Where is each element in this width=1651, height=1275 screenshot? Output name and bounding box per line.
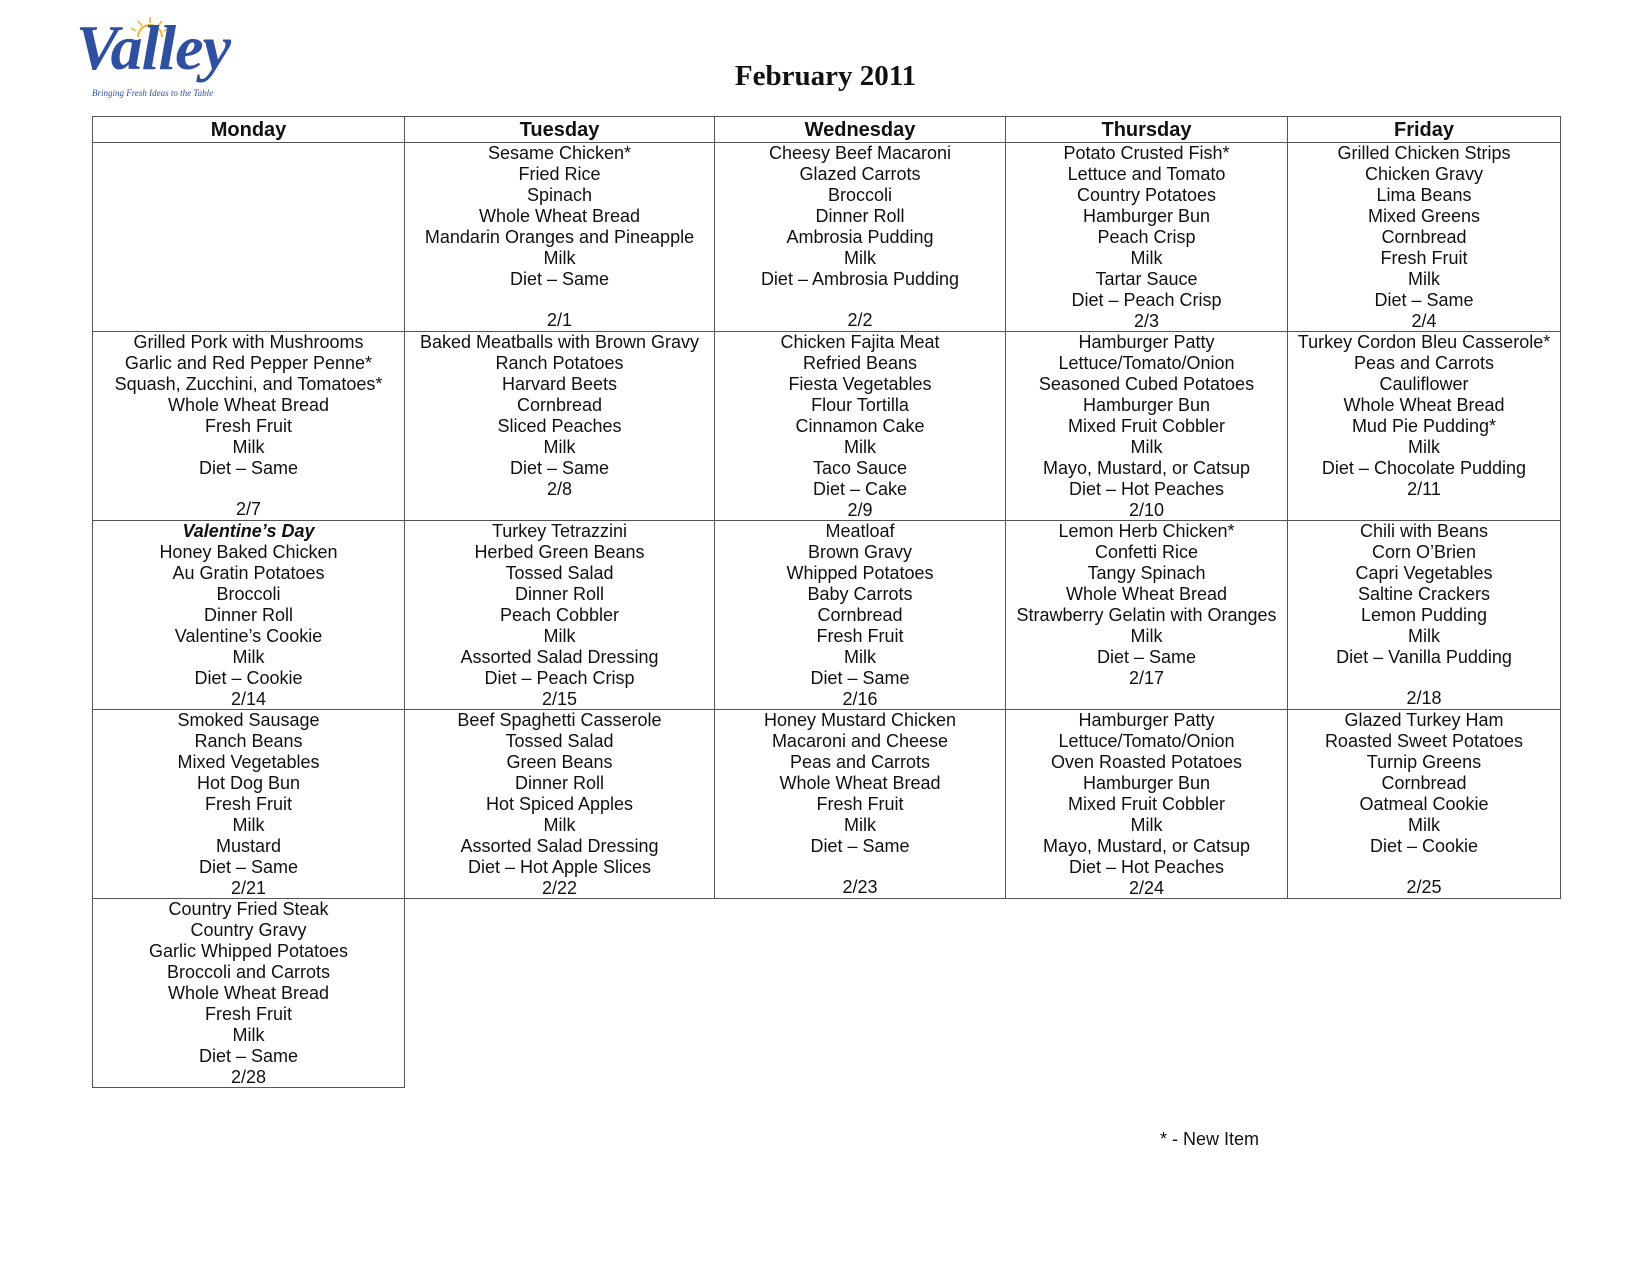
day-date: 2/18 [1406,688,1442,708]
menu-item: Mayo, Mustard, or Catsup [1042,458,1251,478]
menu-item: Tartar Sauce [1095,269,1198,289]
menu-item: Peach Crisp [1097,227,1196,247]
day-date: 2/22 [541,878,578,898]
menu-item: Hamburger Bun [1082,773,1211,793]
menu-item: Milk [232,1025,265,1045]
day-cell [715,332,1006,521]
menu-item: Dinner Roll [815,206,905,226]
menu-item: Milk [543,815,576,835]
day-menu [1288,710,1560,898]
menu-item: Diet – Same [198,857,299,877]
menu-item: Milk [543,626,576,646]
menu-item: Whole Wheat Bread [167,395,330,415]
menu-item: Assorted Salad Dressing [460,836,659,856]
menu-item: Broccoli [216,584,281,604]
menu-item: Lettuce/Tomato/Onion [1058,731,1235,751]
menu-item: Lemon Herb Chicken* [1058,521,1235,541]
menu-item: Fresh Fruit [204,794,292,814]
day-menu [405,332,714,520]
day-date: 2/14 [230,689,267,709]
menu-item: Mayo, Mustard, or Catsup [1042,836,1251,856]
menu-item: Hamburger Patty [1078,332,1215,352]
day-date: 2/8 [546,479,573,499]
menu-items [1288,332,1560,479]
menu-items [93,332,404,479]
menu-item: Brown Gravy [807,542,913,562]
page-title: February 2011 [734,60,917,92]
day-date: 2/23 [842,877,878,897]
menu-item: Cornbread [1381,773,1467,793]
menu-items [93,899,404,1067]
day-date: 2/9 [847,500,873,520]
menu-item: Cinnamon Cake [795,416,925,436]
menu-item: Peas and Carrots [1353,353,1495,373]
menu-item: Spinach [526,185,593,205]
empty-day-cell [1288,899,1561,1088]
menu-item: Lemon Pudding [1360,605,1488,625]
menu-item: Grilled Chicken Strips [1337,143,1511,163]
day-header-friday: Friday [1288,117,1561,143]
menu-item: Diet – Peach Crisp [484,668,635,688]
day-menu [93,899,404,1087]
menu-item: Milk [232,815,265,835]
menu-item: Meatloaf [825,521,895,541]
menu-item: Garlic Whipped Potatoes [148,941,349,961]
menu-item: Taco Sauce [812,458,908,478]
menu-item: Lettuce/Tomato/Onion [1058,353,1235,373]
menu-item: Milk [543,248,576,268]
menu-item: Diet – Same [810,836,910,856]
menu-item: Mixed Fruit Cobbler [1067,416,1226,436]
menu-item: Cornbread [1381,227,1467,247]
menu-item: Hot Dog Bun [196,773,301,793]
menu-weeks [93,143,1561,1088]
day-date: 2/21 [230,878,267,898]
menu-items [405,521,714,689]
day-cell [93,521,405,710]
menu-item: Whole Wheat Bread [1343,395,1505,415]
menu-item: Diet – Ambrosia Pudding [760,269,960,289]
day-date: 2/1 [546,310,573,330]
day-cell [405,521,715,710]
menu-item: Flour Tortilla [811,395,909,415]
menu-item: Hamburger Bun [1082,206,1211,226]
menu-item: Saltine Crackers [1357,584,1491,604]
menu-item: Confetti Rice [1094,542,1199,562]
empty-day-cell [715,899,1006,1088]
menu-item: Milk [844,437,876,457]
menu-item: Hamburger Patty [1078,710,1215,730]
menu-item: Diet – Peach Crisp [1071,290,1222,310]
menu-item: Diet – Same [509,269,610,289]
menu-item: Hamburger Bun [1082,395,1211,415]
menu-items [405,143,714,290]
menu-item: Country Potatoes [1076,185,1217,205]
day-menu [715,710,1005,898]
menu-item: Turnip Greens [1366,752,1482,772]
menu-item: Lettuce and Tomato [1067,164,1226,184]
menu-item: Tangy Spinach [1087,563,1206,583]
menu-item: Ambrosia Pudding [786,227,934,247]
menu-item: Dinner Roll [514,584,605,604]
menu-item: Ranch Beans [194,731,303,751]
day-cell [1006,332,1288,521]
menu-item: Potato Crusted Fish* [1063,143,1230,163]
menu-items [1288,710,1560,857]
menu-items [715,143,1005,290]
menu-item: Broccoli [827,185,893,205]
menu-item: Mixed Vegetables [177,752,320,772]
week-row [93,521,1561,710]
menu-item: Roasted Sweet Potatoes [1324,731,1524,751]
menu-item: Diet – Cookie [1369,836,1479,856]
menu-item: Diet – Hot Peaches [1068,857,1225,877]
menu-item: Milk [1408,815,1440,835]
menu-item: Garlic and Red Pepper Penne* [124,353,373,373]
menu-item: Diet – Same [1096,647,1197,667]
day-cell [93,332,405,521]
day-date: 2/16 [842,689,878,709]
menu-items [715,332,1005,500]
menu-item: Fresh Fruit [816,626,904,646]
day-date: 2/3 [1133,311,1160,331]
day-cell [1288,332,1561,521]
day-date: 2/10 [1128,500,1165,520]
menu-items [1006,143,1287,311]
day-menu [1006,521,1287,709]
day-menu [1288,521,1560,709]
menu-items [1006,710,1287,878]
menu-item: Cheesy Beef Macaroni [768,143,952,163]
menu-items [715,710,1005,857]
menu-item: Milk [232,437,265,457]
day-menu [1006,143,1287,331]
day-cell [1006,143,1288,332]
day-date: 2/25 [1406,877,1442,897]
menu-item: Sesame Chicken* [487,143,632,163]
menu-item: Whole Wheat Bread [167,983,330,1003]
menu-item: Whole Wheat Bread [779,773,941,793]
menu-item: Au Gratin Potatoes [172,563,325,583]
menu-item: Mustard [215,836,282,856]
menu-item: Peas and Carrots [789,752,931,772]
day-menu [405,143,714,331]
menu-item: Oatmeal Cookie [1359,794,1489,814]
menu-item: Peach Cobbler [499,605,620,625]
empty-day-cell [93,143,405,332]
day-cell [1288,710,1561,899]
menu-item: Baked Meatballs with Brown Gravy [419,332,700,352]
menu-item: Diet – Hot Apple Slices [467,857,652,877]
menu-item: Diet – Same [509,458,610,478]
menu-item: Mixed Fruit Cobbler [1067,794,1226,814]
menu-item: Whole Wheat Bread [478,206,641,226]
day-menu [715,332,1005,520]
day-date: 2/4 [1411,311,1437,331]
menu-items [405,332,714,479]
menu-item: Glazed Carrots [799,164,921,184]
menu-item: Milk [844,647,876,667]
menu-item: Milk [1130,815,1163,835]
menu-items [1288,143,1560,311]
week-row [93,143,1561,332]
menu-item: Capri Vegetables [1355,563,1493,583]
menu-item: Ranch Potatoes [495,353,624,373]
menu-item: Milk [1408,626,1440,646]
menu-item: Strawberry Gelatin with Oranges [1016,605,1277,625]
empty-day-cell [1006,899,1288,1088]
day-cell [715,710,1006,899]
menu-item: Cornbread [817,605,903,625]
menu-item: Lima Beans [1376,185,1472,205]
menu-item: Whole Wheat Bread [1065,584,1228,604]
menu-item: Squash, Zucchini, and Tomatoes* [114,374,383,394]
day-cell [405,332,715,521]
day-cell [1288,521,1561,710]
menu-item: Baby Carrots [807,584,913,604]
day-date: 2/2 [847,310,873,330]
menu-item: Cornbread [516,395,603,415]
menu-item: Milk [1130,248,1163,268]
week-row [93,899,1561,1088]
menu-item: Fiesta Vegetables [788,374,932,394]
day-date: 2/28 [230,1067,267,1087]
menu-item: Milk [232,647,265,667]
menu-item: Seasoned Cubed Potatoes [1038,374,1255,394]
menu-item: Milk [1408,269,1440,289]
menu-item: Country Fried Steak [168,899,329,919]
menu-item: Milk [844,815,876,835]
menu-item: Valentine’s Cookie [174,626,323,646]
menu-item: Herbed Green Beans [474,542,645,562]
menu-item: Fried Rice [518,164,601,184]
day-header-tuesday: Tuesday [405,117,715,143]
day-menu [93,710,404,898]
menu-item: Fresh Fruit [816,794,904,814]
menu-item: Diet – Chocolate Pudding [1321,458,1527,478]
menu-item: Tossed Salad [505,731,614,751]
day-date: 2/7 [235,499,262,519]
menu-item: Diet – Same [198,1046,299,1066]
menu-item: Cauliflower [1379,374,1469,394]
day-header-thursday: Thursday [1006,117,1288,143]
week-row [93,332,1561,521]
day-menu [1006,710,1287,898]
day-menu [715,143,1005,331]
day-menu [1006,332,1287,520]
menu-item: Milk [1408,437,1440,457]
day-menu [93,521,404,709]
menu-item: Tossed Salad [505,563,614,583]
new-item-footnote: * - New Item [1160,1129,1260,1149]
menu-items [1006,332,1287,500]
menu-item: Diet – Cake [812,479,908,499]
menu-item: Mandarin Oranges and Pineapple [424,227,695,247]
week-row [93,710,1561,899]
menu-item: Fresh Fruit [204,1004,292,1024]
menu-item: Country Gravy [190,920,307,940]
empty-day-cell [405,899,715,1088]
logo-tagline: Bringing Fresh Ideas to the Table [92,88,214,98]
day-menu [405,710,714,898]
menu-item: Diet – Same [198,458,299,478]
day-cell [93,710,405,899]
menu-item: Turkey Cordon Bleu Casserole* [1297,332,1551,352]
day-cell [715,521,1006,710]
day-menu [715,521,1005,709]
day-menu [1288,332,1560,520]
day-date: 2/11 [1407,479,1441,499]
logo-wordmark: Valley [76,12,230,83]
day-date: 2/24 [1128,878,1165,898]
menu-item: Milk [543,437,576,457]
menu-item: Fresh Fruit [1380,248,1468,268]
day-cell [93,899,405,1088]
day-date: 2/17 [1128,668,1165,688]
menu-item: Corn O’Brien [1371,542,1477,562]
weekday-header-row [93,117,1561,143]
menu-item: Honey Baked Chicken [159,542,338,562]
menu-item: Oven Roasted Potatoes [1050,752,1243,772]
menu-items [1006,521,1287,668]
day-menu [405,521,714,709]
menu-items [1288,521,1560,668]
menu-item: Chili with Beans [1359,521,1489,541]
menu-item: Milk [1130,437,1163,457]
menu-item: Whipped Potatoes [786,563,934,583]
menu-item: Sliced Peaches [497,416,622,436]
menu-item: Harvard Beets [501,374,618,394]
menu-item: Chicken Gravy [1364,164,1484,184]
day-menu [1288,143,1560,331]
menu-calendar [92,116,1561,1088]
menu-items [715,521,1005,689]
menu-item: Diet – Same [1374,290,1474,310]
day-cell [405,143,715,332]
menu-item: Grilled Pork with Mushrooms [133,332,364,352]
menu-item: Milk [1130,626,1163,646]
menu-item: Diet – Same [810,668,910,688]
day-cell [405,710,715,899]
menu-item: Hot Spiced Apples [485,794,634,814]
menu-item: Dinner Roll [203,605,294,625]
day-header-wednesday: Wednesday [715,117,1006,143]
day-cell [1006,710,1288,899]
menu-item: Glazed Turkey Ham [1344,710,1504,730]
menu-item: Dinner Roll [514,773,605,793]
day-menu [93,332,404,520]
menu-item: Macaroni and Cheese [771,731,949,751]
menu-item: Refried Beans [802,353,918,373]
menu-item: Diet – Hot Peaches [1068,479,1225,499]
day-cell [715,143,1006,332]
menu-item: Green Beans [506,752,613,772]
menu-item: Broccoli and Carrots [166,962,331,982]
menu-items [405,710,714,878]
menu-item: Chicken Fajita Meat [780,332,940,352]
menu-item: Turkey Tetrazzini [491,521,628,541]
day-cell [1006,521,1288,710]
menu-items [93,710,404,878]
menu-item: Assorted Salad Dressing [460,647,659,667]
day-header-monday: Monday [93,117,405,143]
holiday-heading: Valentine’s Day [182,521,315,541]
day-date: 2/15 [541,689,578,709]
menu-item: Mud Pie Pudding* [1351,416,1497,436]
menu-item: Beef Spaghetti Casserole [457,710,662,730]
menu-item: Honey Mustard Chicken [763,710,957,730]
menu-item: Mixed Greens [1367,206,1481,226]
menu-item: Diet – Cookie [194,668,303,688]
day-cell [1288,143,1561,332]
menu-items [93,521,404,689]
menu-item: Milk [844,248,876,268]
menu-item: Diet – Vanilla Pudding [1336,647,1512,667]
menu-item: Smoked Sausage [177,710,320,730]
menu-item: Fresh Fruit [204,416,292,436]
